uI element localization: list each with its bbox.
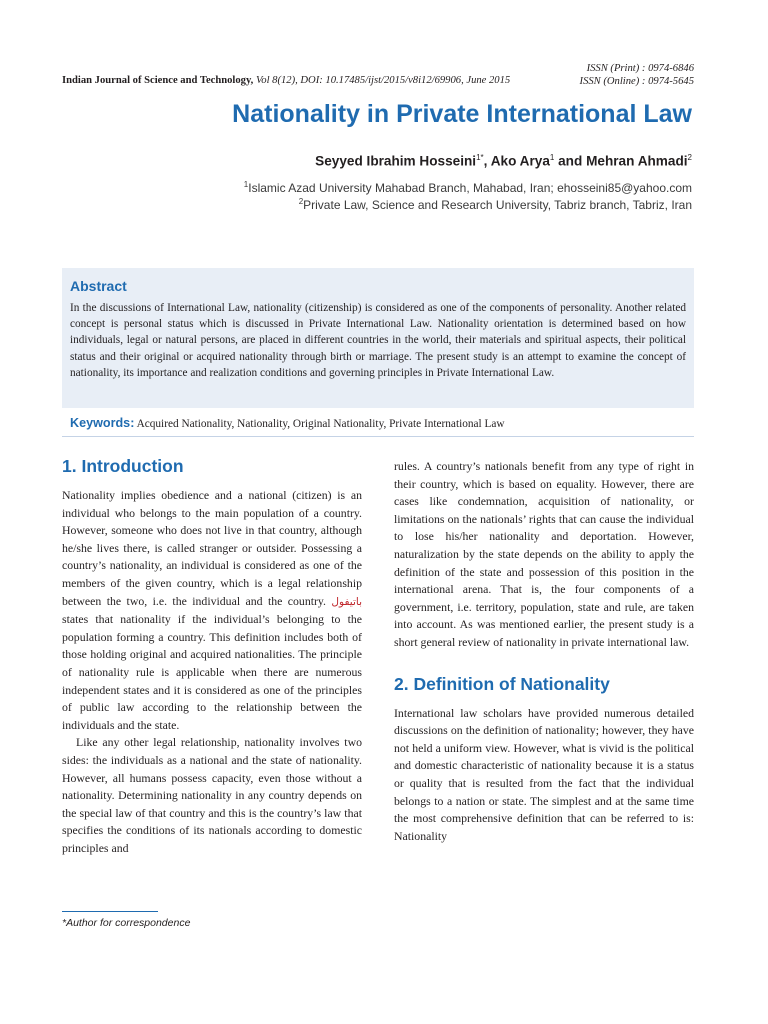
issn-block bbox=[580, 62, 694, 88]
intro-paragraph-1 bbox=[62, 487, 362, 734]
keywords bbox=[70, 416, 694, 430]
definition-paragraph-1: International law scholars have provided numerous detailed discussions on the definition of nationality; however, they have not held a uniform view. However, what is vivid is the political and domestic characteristic of nationality because it is a status or quality that is resulted from the fact that the individual belongs to a nation or state. The simplest and at the same time the most comprehensive definition that can be referred to is: Nationality bbox=[394, 705, 694, 843]
arabic-author-name: باتيفول bbox=[331, 595, 362, 608]
author-name: Ako Arya bbox=[490, 153, 550, 169]
intro-paragraph-3: rules. A country’s nationals benefit from any type of right in their country, which is based on equality. However, there are cases like condemnation, acquisition of nationality, or limitations on the nationals’ rights that can cause the individual to lose his/her nationality and deportation. However, naturalization by the state depends on the ability to apply the definition of the state and possession of this position in the international arena. That is, the four components of a government, i.e. territory, population, state and rule, are taken into account. As was mentioned earlier, the present study is a short general review of nationality in private international law. bbox=[394, 459, 694, 649]
affiliation-2 bbox=[0, 197, 692, 212]
affiliation-mark: 1 bbox=[243, 180, 249, 189]
issn-print: ISSN (Print) : 0974-6846 bbox=[586, 63, 694, 74]
author-affiliation-mark: 1* bbox=[476, 153, 484, 162]
right-column bbox=[394, 458, 694, 845]
footnote-divider bbox=[62, 911, 158, 912]
author-name: Mehran Ahmadi bbox=[586, 153, 688, 169]
affiliation-1 bbox=[0, 180, 692, 195]
issn-online: ISSN (Online) : 0974-5645 bbox=[579, 76, 694, 87]
affiliation-text: Private Law, Science and Research University, Tabriz branch, Tabriz, Iran bbox=[303, 198, 692, 212]
affiliation-mark: 2 bbox=[298, 197, 304, 206]
keywords-label: Keywords: bbox=[70, 416, 135, 430]
keywords-divider bbox=[62, 436, 694, 437]
left-column bbox=[62, 456, 362, 857]
journal-name: Indian Journal of Science and Technology, bbox=[62, 75, 254, 86]
affiliation-text: Islamic Azad University Mahabad Branch, Mahabad, Iran; ehosseini85@yahoo.com bbox=[248, 181, 692, 195]
journal-citation bbox=[62, 75, 510, 86]
author-separator: and bbox=[554, 153, 587, 169]
footnote: *Author for correspondence bbox=[62, 917, 191, 929]
section-heading-introduction: 1. Introduction bbox=[62, 456, 184, 476]
intro-paragraph-2: Like any other legal relationship, nationality involves two sides: the individuals as a national and the state of nationality. However, all humans possess capacity, even those without a nationality. Determining nationality in any country depends on the special law of that country and this is the country’s law that specifies the conditions of its nationals according to domestic principles and bbox=[62, 735, 362, 855]
article-title: Nationality in Private International Law bbox=[232, 100, 692, 128]
author-separator: , bbox=[483, 153, 491, 169]
author-affiliation-mark: 2 bbox=[687, 153, 692, 162]
abstract-box bbox=[62, 268, 694, 408]
section-heading-definition: 2. Definition of Nationality bbox=[394, 673, 610, 694]
intro-p1-text: Nationality implies obedience and a national (citizen) is an individual who belongs to the main population of a country. However, someone who does not live in that country, although he/she lives there, is called stranger or outsider. Possessing a country’s nationality, an individual is considered as one of the members of the given country, which is a legal relationship between the two, i.e. the individual and the country. bbox=[62, 488, 362, 608]
abstract-text: In the discussions of International Law, nationality (citizenship) is considered as one of the components of personality. Another related concept is personal status which is discussed in Private International Law. Nationality orientation is determined based on how individuals, legal or natural persons, are placed in different countries in the world, their materials and spiritual aspects, their political status and their original or acquired nationality through birth or marriage. The present study is an attempt to examine the concept of nationality, its importance and realization conditions and governing principles in Private International Law. bbox=[70, 302, 686, 379]
author-affiliation-mark: 1 bbox=[549, 153, 555, 162]
intro-p1-text-cont: states that nationality if the individual’s belonging to the population forming a country. This definition includes both of those holding original and acquired nationalities. The principle of nationality rule is applicable when there are numerous independent states and it is considered as one of the principles of public law according to the relationship between the individuals and the state. bbox=[62, 612, 362, 732]
author-list bbox=[0, 153, 692, 169]
author-name: Seyyed Ibrahim Hosseini bbox=[315, 153, 477, 169]
abstract-heading: Abstract bbox=[70, 278, 127, 294]
keywords-text: Acquired Nationality, Nationality, Original Nationality, Private International Law bbox=[134, 418, 505, 430]
journal-meta: Vol 8(12), DOI: 10.17485/ijst/2015/v8i12/69906, June 2015 bbox=[253, 75, 511, 86]
journal-header bbox=[62, 60, 694, 92]
